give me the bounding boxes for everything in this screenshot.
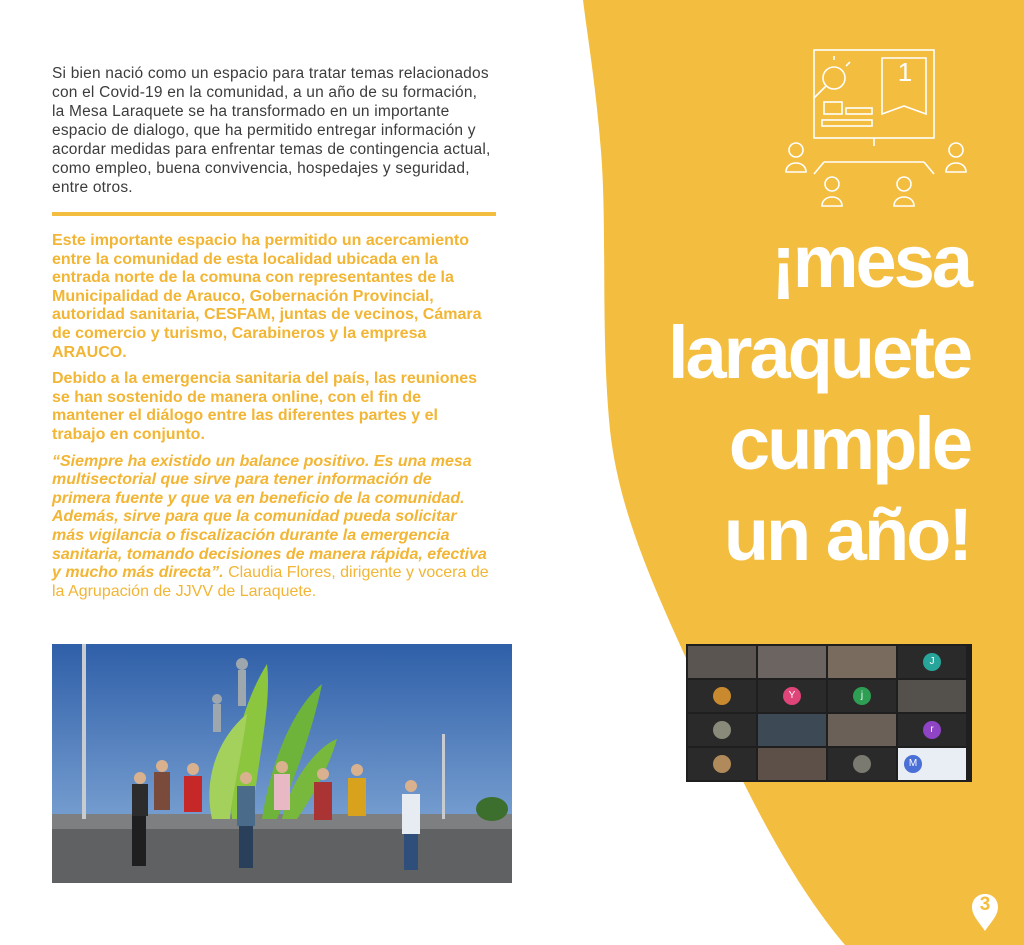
- participant-avatar-photo: [853, 755, 871, 773]
- video-tile: [688, 646, 756, 678]
- group-photo: [52, 644, 512, 883]
- participant-avatar: Y: [783, 687, 801, 705]
- video-tile: [828, 680, 896, 712]
- participant-avatar-photo: [713, 687, 731, 705]
- video-tile: [828, 748, 896, 780]
- video-tile: [758, 680, 826, 712]
- highlight-block: [52, 232, 492, 609]
- video-tile: [758, 748, 826, 780]
- quote-text: “Siempre ha existido un balance positivo. Es una mesa multisectorial que sirve para tener información de primera fuente y que va en beneficio de la comunidad. Además, sirve para que la comunidad pueda solicitar más vigilancia o fiscalización durante la emergencia sanitaria, tomando decisiones de manera rápida, efectiva y mucho más directa”.: [52, 452, 487, 582]
- participant-avatar: M: [904, 755, 922, 773]
- title-line: laraquete: [667, 311, 970, 394]
- meeting-anniversary-icon: [784, 46, 970, 216]
- highlight-paragraph-2: Debido a la emergencia sanitaria del país, las reuniones se han sostenido de manera online, con el fin de mantener el diálogo entre las diferentes partes y el trabajo en conjunto.: [52, 370, 478, 443]
- online-meeting-screenshot: [686, 644, 972, 782]
- badge-word: año: [892, 87, 918, 103]
- video-tile: [688, 748, 756, 780]
- divider: [52, 212, 496, 216]
- main-title: [668, 216, 970, 580]
- video-tile: [898, 680, 966, 712]
- participant-avatar-photo: [713, 755, 731, 773]
- video-tile: [898, 748, 966, 780]
- video-tile: [828, 646, 896, 678]
- title-line: cumple: [728, 402, 970, 485]
- video-tile: [898, 646, 966, 678]
- video-tile: [828, 714, 896, 746]
- video-tile: [898, 714, 966, 746]
- video-tile: [688, 714, 756, 746]
- participant-avatar: r: [923, 721, 941, 739]
- title-line: un año!: [723, 493, 970, 576]
- participant-avatar: j: [853, 687, 871, 705]
- intro-paragraph: Si bien nació como un espacio para tratar temas relacionados con el Covid-19 en la comunidad, a un año de su formación, la Mesa Laraquete se ha transformado en un importante espacio de dialogo, que ha permitido entregar información y acordar medidas para enfrentar temas de contingencia actual, como empleo, buena convivencia, hospedajes y seguridad, entre otros.: [52, 65, 491, 196]
- quote-attribution: Claudia Flores, dirigente y vocera de la Agrupación de JJVV de Laraquete.: [52, 564, 489, 600]
- badge-number: 1: [897, 57, 913, 87]
- quote-paragraph: [52, 453, 492, 602]
- video-tile: [758, 646, 826, 678]
- video-tile: [688, 680, 756, 712]
- page-number: 3: [979, 894, 991, 915]
- video-tile: [758, 714, 826, 746]
- participant-avatar: J: [923, 653, 941, 671]
- title-line: ¡mesa: [771, 220, 970, 303]
- highlight-paragraph-1: Este importante espacio ha permitido un acercamiento entre la comunidad de esta localidad ubicada en la entrada norte de la comuna con representantes de la Municipalidad de Arauco, Gobernación Provincial, autoridad sanitaria, CESFAM, juntas de vecinos, Cámara de comercio y turismo, Carabineros y la empresa ARAUCO.: [52, 232, 482, 361]
- participant-avatar-photo: [713, 721, 731, 739]
